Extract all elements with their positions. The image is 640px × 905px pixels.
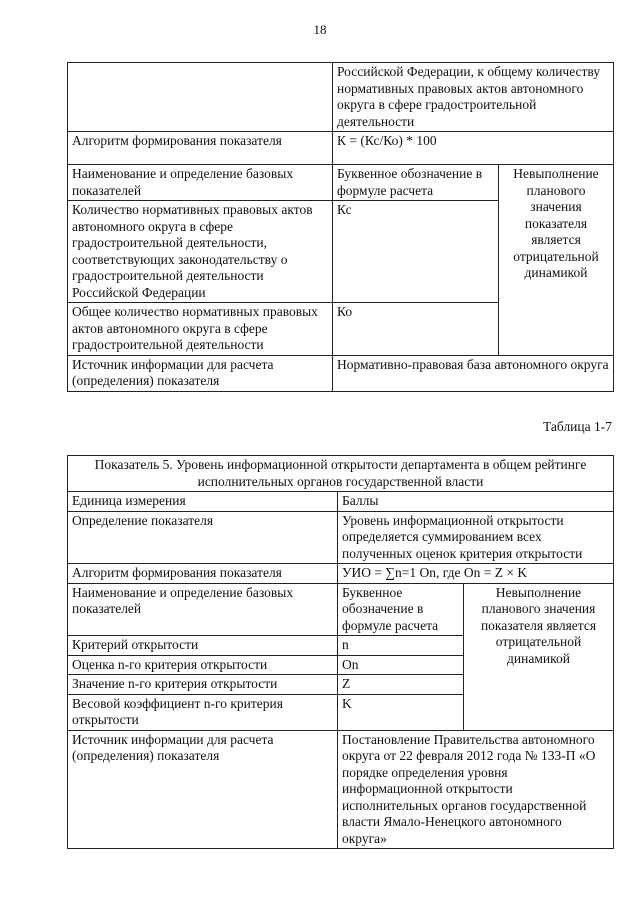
source-value: Постановление Правительства автономного округа от 22 февраля 2012 года № 133-П «О порядке определения уровня информационной открытости исполнительных органов государственной власти Ямало-Ненецкого автономного округа»	[338, 730, 614, 849]
base-indicator-symbol: On	[338, 655, 464, 675]
source-label: Источник информации для расчета (определения) показателя	[68, 730, 338, 849]
base-indicator-symbol: K	[338, 694, 464, 730]
algorithm-formula: К = (Кс/Ко) * 100	[333, 132, 614, 165]
table-row	[68, 355, 614, 391]
unit-value: Баллы	[338, 492, 614, 512]
base-indicator-name: Оценка n-го критерия открытости	[68, 655, 338, 675]
base-indicator-symbol: Z	[338, 675, 464, 695]
table-row	[68, 165, 614, 201]
source-value: Нормативно-правовая база автономного округа	[333, 355, 614, 391]
base-indicator-symbol: Кс	[333, 201, 499, 303]
indicator-table-2	[67, 455, 614, 849]
table-row	[68, 63, 614, 132]
table-row	[68, 132, 614, 165]
table-row	[68, 564, 614, 584]
table-row	[68, 456, 614, 492]
base-name-label: Наименование и определение базовых показателей	[68, 583, 338, 636]
base-indicator-name: Количество нормативных правовых актов автономного округа в сфере градостроительной деятельности, соответствующих законодательству о градостроительной деятельности Российской Федерации	[68, 201, 333, 303]
source-label: Источник информации для расчета (определения) показателя	[68, 355, 333, 391]
base-indicator-symbol: n	[338, 636, 464, 656]
letter-label: Буквенное обозначение в формуле расчета	[333, 165, 499, 201]
table-row	[68, 492, 614, 512]
indicator-header: Показатель 5. Уровень информационной открытости департамента в общем рейтинге исполнительных органов государственной власти	[68, 456, 614, 492]
page-number: 18	[313, 22, 327, 37]
definition-label: Определение показателя	[68, 511, 338, 564]
base-indicator-name: Общее количество нормативных правовых актов автономного округа в сфере градостроительной деятельности	[68, 303, 333, 356]
base-indicator-name: Значение n-го критерия открытости	[68, 675, 338, 695]
base-indicator-name: Критерий открытости	[68, 636, 338, 656]
algorithm-label: Алгоритм формирования показателя	[68, 564, 338, 584]
base-name-label: Наименование и определение базовых показателей	[68, 165, 333, 201]
table-row	[68, 583, 614, 636]
unit-label: Единица измерения	[68, 492, 338, 512]
definition-value: Уровень информационной открытости определяется суммированием всех полученных оценок критерия открытости	[338, 511, 614, 564]
failure-note: Невыполнение планового значения показателя является отрицательной динамикой	[499, 165, 614, 356]
base-indicator-symbol: Ко	[333, 303, 499, 356]
failure-note: Невыполнение планового значения показателя является отрицательной динамикой	[464, 583, 614, 730]
table-row	[68, 730, 614, 849]
letter-label: Буквенное обозначение в формуле расчета	[338, 583, 464, 636]
base-indicator-name: Весовой коэффициент n-го критерия открытости	[68, 694, 338, 730]
table-cell	[68, 63, 333, 132]
table-caption: Таблица 1-7	[543, 419, 612, 434]
algorithm-formula: УИО = ∑n=1 On, где On = Z × K	[338, 564, 614, 584]
algorithm-label: Алгоритм формирования показателя	[68, 132, 333, 165]
indicator-table-1	[67, 62, 614, 392]
table-row	[68, 511, 614, 564]
indicator-definition-continued: Российской Федерации, к общему количеству нормативных правовых актов автономного округа в сфере градостроительной деятельности	[333, 63, 614, 132]
